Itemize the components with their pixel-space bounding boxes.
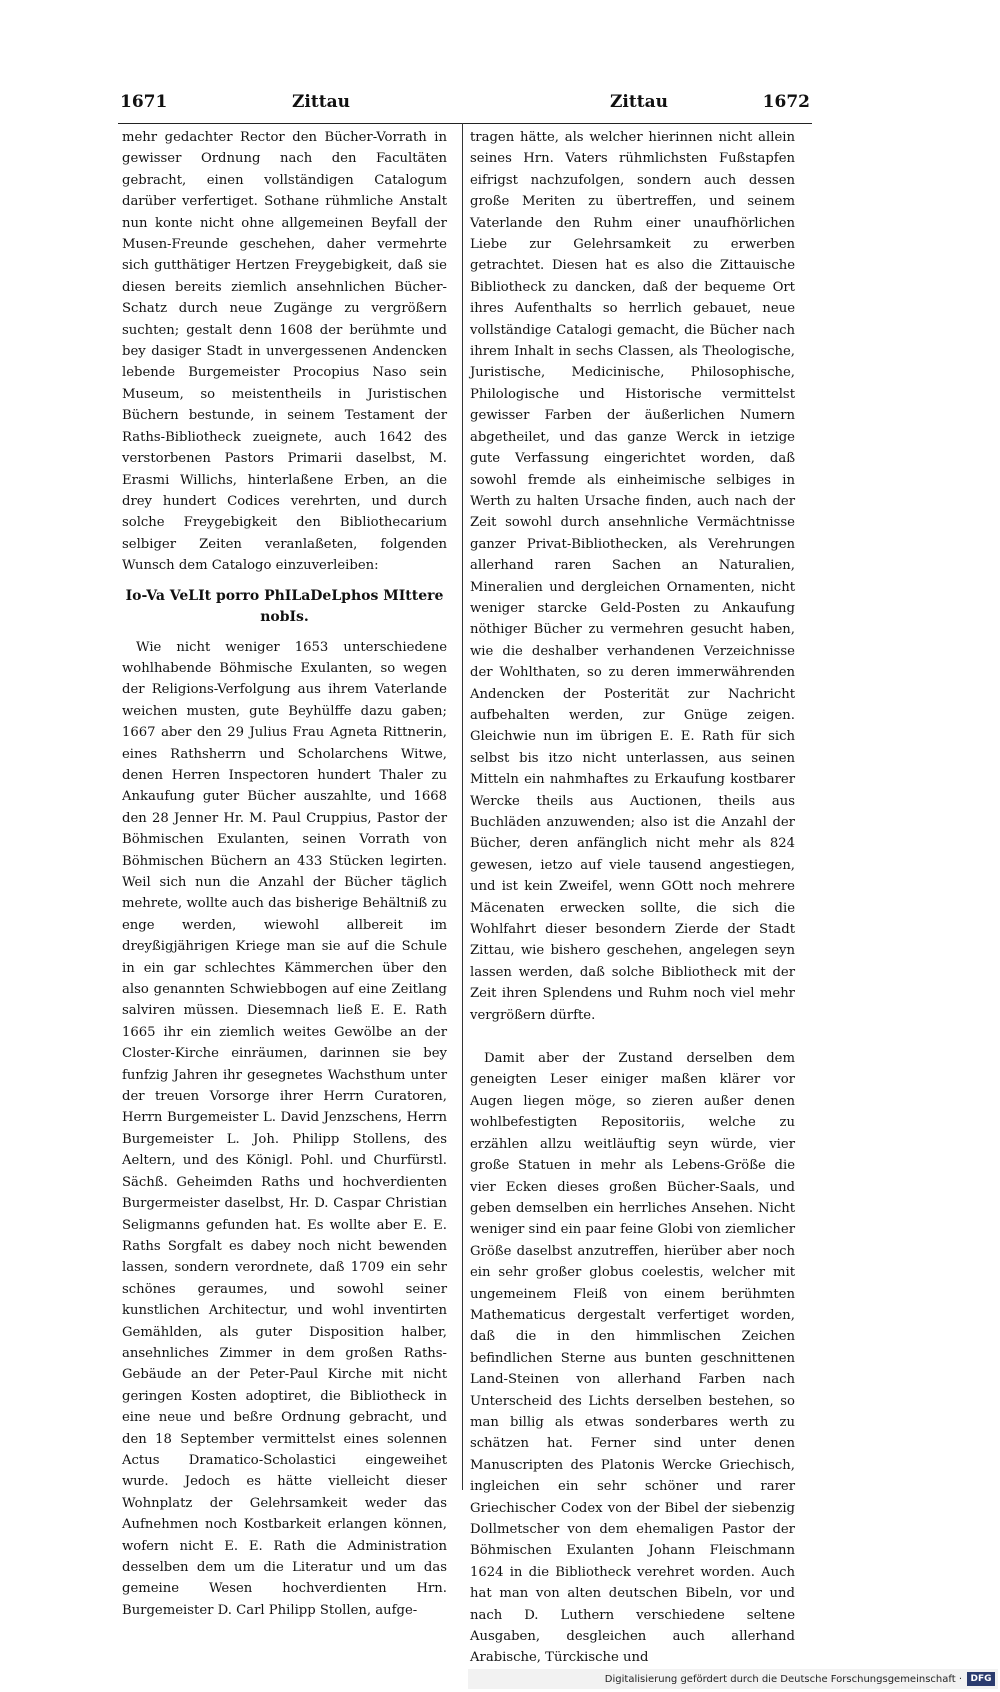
- right-running-title: Zittau: [610, 92, 668, 112]
- left-paragraph-1: mehr gedachter Rector den Bücher-Vorrath in gewisser Ordnung nach den Facultäten gebracht, einen vollständigen Catalogum darüber verfertiget. Sothane rühmliche Anstalt nun konte nicht ohne allgemeinen Beyfall der Musen-Freunde geschehen, daher vermehrte sich gutthätiger Hertzen Freygebigkeit, daß sie diesen bereits ziemlich ansehnlichen Bücher-Schatz durch neue Zugänge zu vergrößern suchten; gestalt denn 1608 der berühmte und bey dasiger Stadt in unvergessenen Andencken lebende Burgemeister Procopius Naso sein Museum, so meistentheils in Juristischen Büchern bestunde, in seinem Testament der Raths-Bibliotheck zueignete, auch 1642 des verstorbenen Pastors Primarii daselbst, M. Erasmi Willichs, hinterlaßene Erben, an die drey hundert Codices verehrten, und durch solche Freygebigkeit den Bibliothecarium selbiger Zeiten veranlaßeten, folgenden Wunsch dem Catalogo einzuverleiben:: [122, 130, 447, 574]
- digitization-footer: [468, 1669, 998, 1689]
- dfg-logo-icon: DFG: [967, 1672, 995, 1686]
- paragraph-spacer: [470, 1026, 795, 1048]
- right-page-number: 1672: [762, 92, 810, 112]
- right-paragraph-1: tragen hätte, als welcher hierinnen nicht allein seines Hrn. Vaters rühmlichsten Fußstapfen eifrigst nachzufolgen, sondern auch dessen große Meriten zu übertreffen, und seinem Vaterlande den Ruhm einer unaufhörlichen Liebe zur Gelehrsamkeit zu erwerben getrachtet. Diesen hat es also die Zittauische Bibliotheck zu dancken, daß der bequeme Ort ihres Aufenthalts so herrlich gebauet, neue vollständige Catalogi gemacht, die Bücher nach ihrem Inhalt in sechs Classen, als Theologische, Juristische, Medicinische, Philosophische, Philologische und Historische vermittelst gewisser Farben der äußerlichen Numern abgetheilet, und das ganze Werck in ietzige gute Verfassung eingerichtet worden, daß sowohl fremde als einheimische selbiges in Werth zu halten Ursache finden, auch nach der Zeit sowohl durch ansehnliche Vermächtnisse ganzer Privat-Bibliothecken, als Verehrungen allerhand raren Sachen an Naturalien, Mineralien und dergleichen Ornamenten, nicht weniger starcke Geld-Posten zu Ankaufung nöthiger Bücher zu vermehren gesucht haben, wie die deshalber verhandenen Verzeichnisse der Wohlthaten, so zu deren immerwährenden Andencken der Posterität zur Nachricht aufbehalten werden, zur Gnüge zeigen. Gleichwie nun im übrigen E. E. Rath für sich selbst bis itzo nicht unterlassen, aus seinen Mitteln ein nahmhaftes zu Erkaufung kostbarer Wercke theils aus Auctionen, theils aus Buchläden anzuwenden; also ist die Anzahl der Bücher, deren anfänglich nicht mehr als 824 gewesen, ietzo auf viele tausend angestiegen, und ist kein Zweifel, wenn GOtt noch mehrere Mäcenaten erwecken sollte, die sich die Wohlfahrt dieser besondern Zierde der Stadt Zittau, wie bishero geschehen, angelegen seyn lassen werden, daß solche Bibliotheck mit der Zeit ihren Splendens und Ruhm noch viel mehr vergrößern dürfte.: [470, 130, 795, 1023]
- left-page-number: 1671: [120, 92, 168, 112]
- header-rule: [118, 123, 812, 124]
- left-column: [122, 127, 447, 1621]
- right-column: [470, 127, 795, 1669]
- column-divider: [462, 123, 463, 1490]
- left-paragraph-2: Wie nicht weniger 1653 unterschiedene wohlhabende Böhmische Exulanten, so wegen der Religions-Verfolgung aus ihrem Vaterlande weichen musten, gute Beyhülffe dazu gaben; 1667 aber den 29 Julius Frau Agneta Rittnerin, eines Rathsherrn und Scholarchens Witwe, denen Herren Inspectoren hundert Thaler zu Ankaufung guter Bücher auszahlte, und 1668 den 28 Jenner Hr. M. Paul Cruppius, Pastor der Böhmischen Exulanten, seinen Vorrath von Böhmischen Büchern an 433 Stücken legirten. Weil sich nun die Anzahl der Bücher täglich mehrete, wollte auch das bisherige Behältniß zu enge werden, wiewohl allbereit im dreyßigjährigen Kriege man sie auf die Schule in ein gar schlechtes Kämmerchen über den also genannten Schwiebbogen auf eine Zeitlang salviren müssen. Diesemnach ließ E. E. Rath 1665 ihr ein ziemlich weites Gewölbe an der Closter-Kirche einräumen, darinnen sie bey funfzig Jahren ihr gesegnetes Wachsthum unter der treuen Vorsorge ihrer Herrn Curatoren, Herrn Burgemeister L. David Jenzschens, Herrn Burgemeister L. Joh. Philipp Stollens, des Aeltern, und des Königl. Pohl. und Churfürstl. Sächß. Geheimden Raths und hochverdienten Burgermeister daselbst, Hr. D. Caspar Christian Seligmanns gefunden hat. Es wollte aber E. E. Raths Sorgfalt es dabey noch nicht bewenden lassen, sondern verordnete, daß 1709 ein sehr schönes geraumes, und sowohl seiner kunstlichen Architectur, und wohl inventirten Gemählden, als guter Disposition halber, ansehnliches Zimmer in dem großen Raths-Gebäude an der Peter-Paul Kirche mit nicht geringen Kosten adoptiret, die Bibliotheck in eine neue und beßre Ordnung gebracht, und den 18 September vermittelst eines solennen Actus Dramatico-Scholastici eingeweihet wurde. Jedoch es hätte vielleicht dieser Wohnplatz der Gelehrsamkeit weder das Aufnehmen noch Kostbarkeit erlangen können, wofern nicht E. E. Rath die Administration desselben dem um die Literatur und um das gemeine Wesen hochverdienten Hrn. Burgemeister D. Carl Philipp Stollen, aufge-: [122, 639, 447, 1618]
- footer-credit-text: Digitalisierung gefördert durch die Deutsche Forschungsgemeinschaft ·: [604, 1673, 962, 1685]
- left-running-title: Zittau: [292, 92, 350, 112]
- chronogram-motto: Io-Va VeLIt porro PhILaDeLphos MIttere nobIs.: [125, 587, 444, 625]
- right-paragraph-2: Damit aber der Zustand derselben dem geneigten Leser einiger maßen klärer vor Augen liegen möge, so zieren außer denen wohlbefestigten Repositoriis, welche zu erzählen allzu weitläuftig seyn würde, vier große Statuen in mehr als Lebens-Größe die vier Ecken dieses großen Bücher-Saals, und geben demselben ein herrliches Ansehen. Nicht weniger sind ein paar feine Globi von ziemlicher Größe daselbst anzutreffen, hierüber aber noch ein sehr großer globus coelestis, welcher mit ungemeinem Fleiß von einem berühmten Mathematicus dergestalt verfertiget worden, daß die in den himmlischen Zeichen befindlichen Sterne aus bunten geschnittenen Land-Steinen von allerhand Farben nach Unterscheid des Lichts derselben bestehen, so man billig als etwas sonderbares werth zu schätzen hat. Ferner sind unter denen Manuscripten des Platonis Wercke Griechisch, ingleichen ein sehr schöner und rarer Griechischer Codex von der Bibel der siebenzig Dollmetscher von dem ehemaligen Pastor der Böhmischen Exulanten Johann Fleischmann 1624 in die Bibliotheck verehret worden. Auch hat man von alten deutschen Bibeln, vor und nach D. Luthern verschiedene seltene Ausgaben, desgleichen auch allerhand Arabische, Türckische und: [470, 1051, 795, 1666]
- page-header: [120, 92, 810, 126]
